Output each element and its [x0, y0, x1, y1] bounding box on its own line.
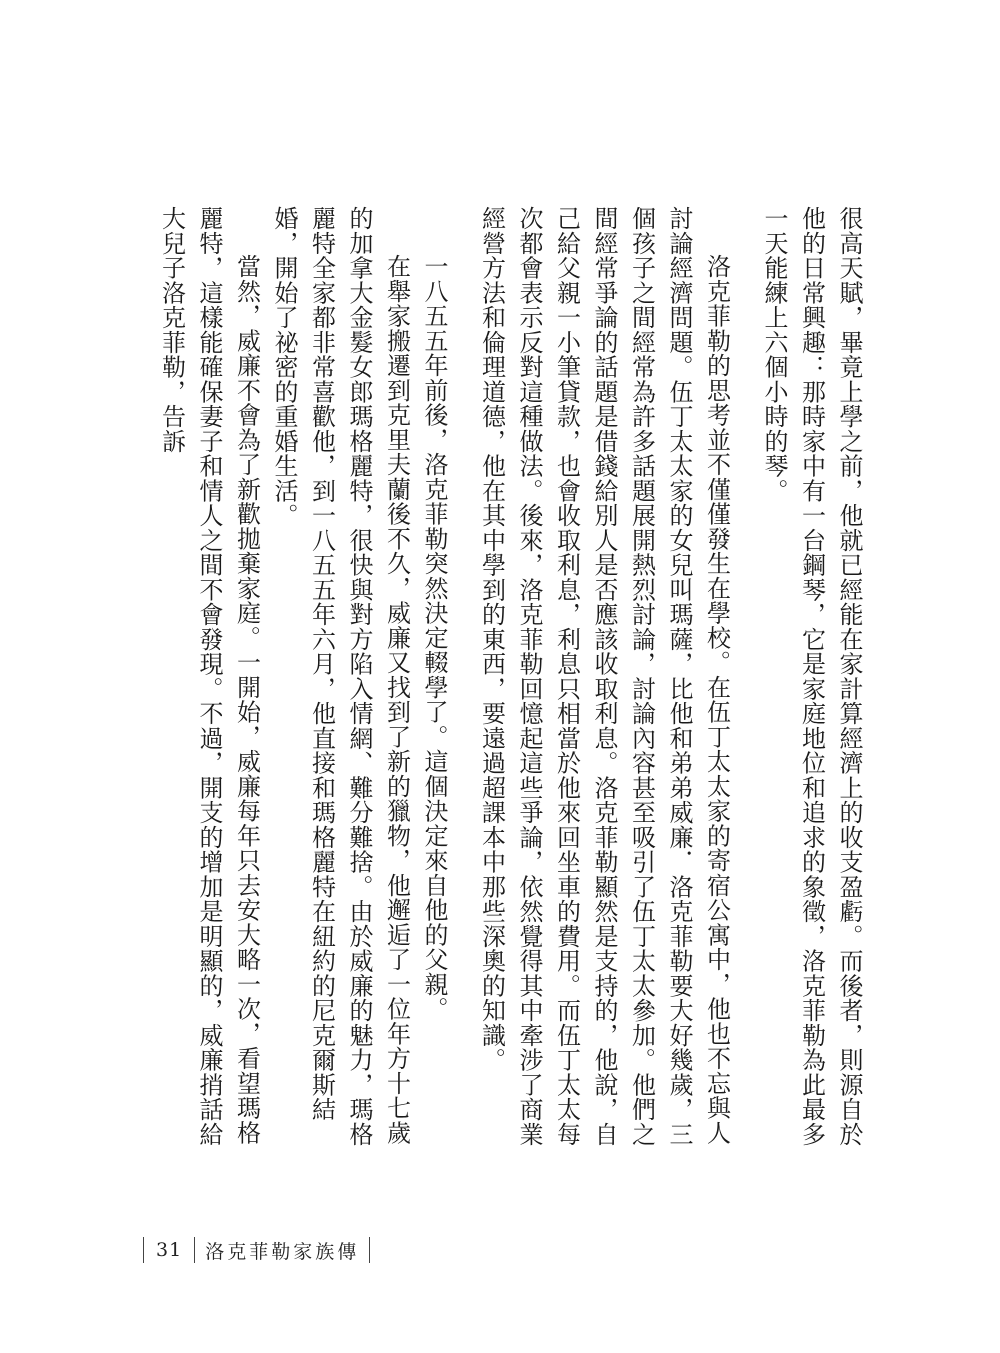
footer-divider-right	[369, 1237, 370, 1263]
paragraph-2: 洛克菲勒的思考並不僅僅發生在學校。在伍丁太太家的寄宿公寓中，他也不忘與人討論經濟問題。伍丁太太家的女兒叫瑪薩，比他和弟弟威廉．洛克菲勒要大好幾歲，三個孩子之間經常為許多話題展開熱烈討論，討論內容甚至吸引了伍丁太太參加。他們之間經常爭論的話題是借錢給別人是否應該收取利息。洛克菲勒顯然是支持的，他說，自己給父親一小筆貸款，也會收取利息，利息只相當於他來回坐車的費用。而伍丁太太每次都會表示反對這種做法。後來，洛克菲勒回憶起這些爭論，依然覺得其中牽涉了商業經營方法和倫理道德，他在其中學到的東西，要遠過超課本中那些深奧的知識。	[477, 206, 731, 1147]
paragraph-3: 一八五五年前後，洛克菲勒突然決定輟學了。這個決定來自他的父親。	[420, 254, 448, 1022]
paragraph-1: 很高天賦，畢竟上學之前，他就已經能在家計算經濟上的收支盈虧。而後者，則源自於他的日常興趣：那時家中有一台鋼琴，它是家庭地位和追求的象徵，洛克菲勒為此最多一天能練上六個小時的琴。	[760, 206, 863, 1147]
paragraph-4: 在舉家搬遷到克里夫蘭後不久，威廉又找到了新的獵物，他邂逅了一位年方十七歲的加拿大金髮女郎瑪格麗特，很快與對方陷入情網、難分難捨。由於威廉的魅力，瑪格麗特全家都非常喜歡他，到一八五五年六月，他直接和瑪格麗特在紐約的尼克爾斯結婚，開始了祕密的重婚生活。	[270, 206, 411, 1147]
body-text	[127, 206, 867, 1166]
page-number: 31	[156, 1239, 183, 1261]
running-title: 洛克菲勒家族傳	[205, 1240, 360, 1263]
footer-divider-left	[143, 1237, 144, 1263]
page-footer	[143, 1232, 370, 1268]
footer-divider-middle	[194, 1237, 195, 1263]
paragraph-5: 當然，威廉不會為了新歡拋棄家庭。一開始，威廉每年只去安大略一次，看望瑪格麗特，這樣能確保妻子和情人之間不會發現。不過，開支的增加是明顯的，威廉捎話給大兒子洛克菲勒，告訴	[157, 206, 261, 1147]
